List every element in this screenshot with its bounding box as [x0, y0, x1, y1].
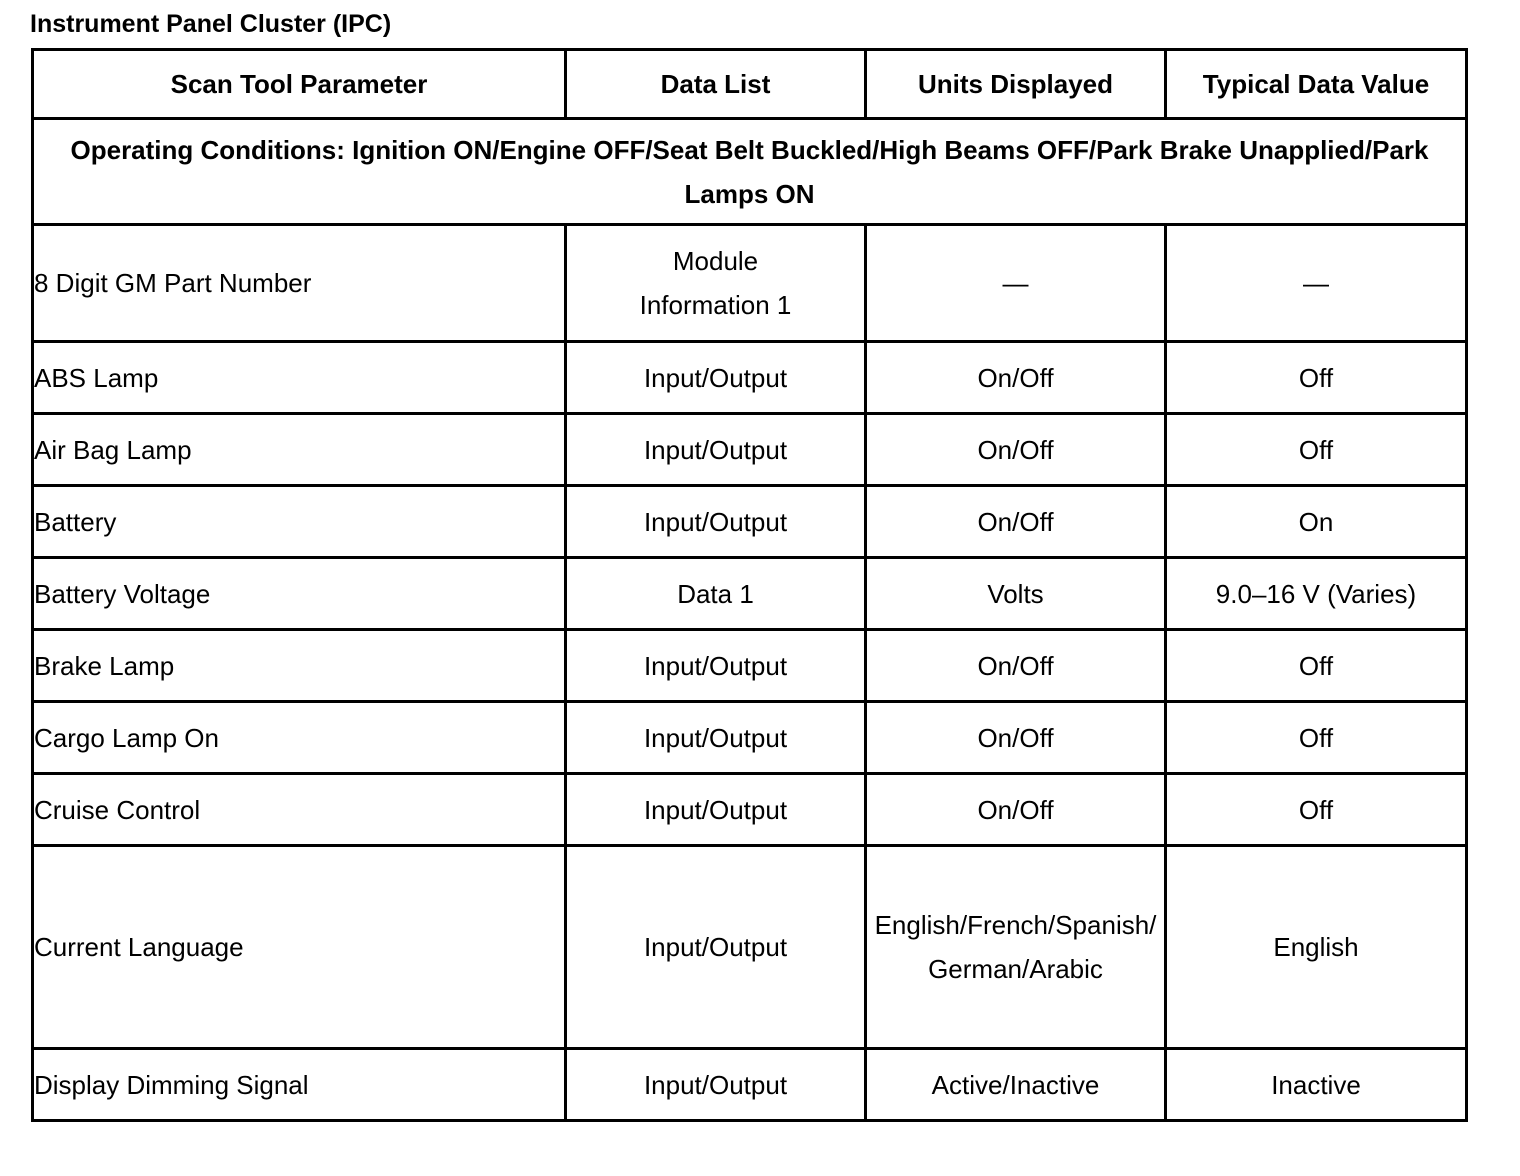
cell-data-list: Module Information 1	[566, 225, 866, 342]
cell-parameter: Battery Voltage	[33, 558, 566, 630]
cell-typical: —	[1166, 225, 1467, 342]
cell-data-list: Input/Output	[566, 1049, 866, 1121]
cell-typical: Off	[1166, 702, 1467, 774]
cell-parameter: Air Bag Lamp	[33, 414, 566, 486]
page-title: Instrument Panel Cluster (IPC)	[30, 10, 392, 38]
cell-units: On/Off	[866, 486, 1166, 558]
table-row	[33, 702, 1467, 774]
cell-data-list: Input/Output	[566, 702, 866, 774]
cell-parameter: Cruise Control	[33, 774, 566, 846]
cell-parameter: Brake Lamp	[33, 630, 566, 702]
cell-typical: On	[1166, 486, 1467, 558]
parameter-table	[31, 48, 1468, 1122]
cell-units: On/Off	[866, 774, 1166, 846]
cell-units: On/Off	[866, 630, 1166, 702]
cell-data-list: Input/Output	[566, 774, 866, 846]
cell-typical: Inactive	[1166, 1049, 1467, 1121]
header-scan-tool-parameter: Scan Tool Parameter	[33, 50, 566, 119]
header-data-list: Data List	[566, 50, 866, 119]
header-typical-data-value: Typical Data Value	[1166, 50, 1467, 119]
table-header-row	[33, 50, 1467, 119]
cell-data-list: Input/Output	[566, 342, 866, 414]
cell-parameter: ABS Lamp	[33, 342, 566, 414]
operating-conditions: Operating Conditions: Ignition ON/Engine OFF/Seat Belt Buckled/High Beams OFF/Park Brake Unapplied/Park Lamps ON	[33, 119, 1467, 225]
cell-typical: English	[1166, 846, 1467, 1049]
cell-units: English/French/Spanish/German/Arabic	[866, 846, 1166, 1049]
cell-data-list: Input/Output	[566, 486, 866, 558]
cell-data-list: Input/Output	[566, 846, 866, 1049]
table-row	[33, 486, 1467, 558]
cell-parameter: Cargo Lamp On	[33, 702, 566, 774]
cell-data-list: Input/Output	[566, 630, 866, 702]
table-row	[33, 225, 1467, 342]
cell-units: On/Off	[866, 414, 1166, 486]
table-row	[33, 342, 1467, 414]
cell-typical: Off	[1166, 414, 1467, 486]
cell-data-list: Data 1	[566, 558, 866, 630]
operating-conditions-row	[33, 119, 1467, 225]
cell-data-list: Input/Output	[566, 414, 866, 486]
table-row	[33, 774, 1467, 846]
cell-parameter: Battery	[33, 486, 566, 558]
cell-units: —	[866, 225, 1166, 342]
table-row	[33, 630, 1467, 702]
table-row	[33, 414, 1467, 486]
cell-parameter: 8 Digit GM Part Number	[33, 225, 566, 342]
cell-units: On/Off	[866, 702, 1166, 774]
cell-units: On/Off	[866, 342, 1166, 414]
cell-units: Volts	[866, 558, 1166, 630]
table-row	[33, 1049, 1467, 1121]
cell-typical: Off	[1166, 774, 1467, 846]
cell-typical: 9.0–16 V (Varies)	[1166, 558, 1467, 630]
table-row	[33, 846, 1467, 1049]
cell-parameter: Current Language	[33, 846, 566, 1049]
cell-typical: Off	[1166, 630, 1467, 702]
cell-parameter: Display Dimming Signal	[33, 1049, 566, 1121]
cell-typical: Off	[1166, 342, 1467, 414]
cell-units: Active/Inactive	[866, 1049, 1166, 1121]
table-row	[33, 558, 1467, 630]
header-units-displayed: Units Displayed	[866, 50, 1166, 119]
